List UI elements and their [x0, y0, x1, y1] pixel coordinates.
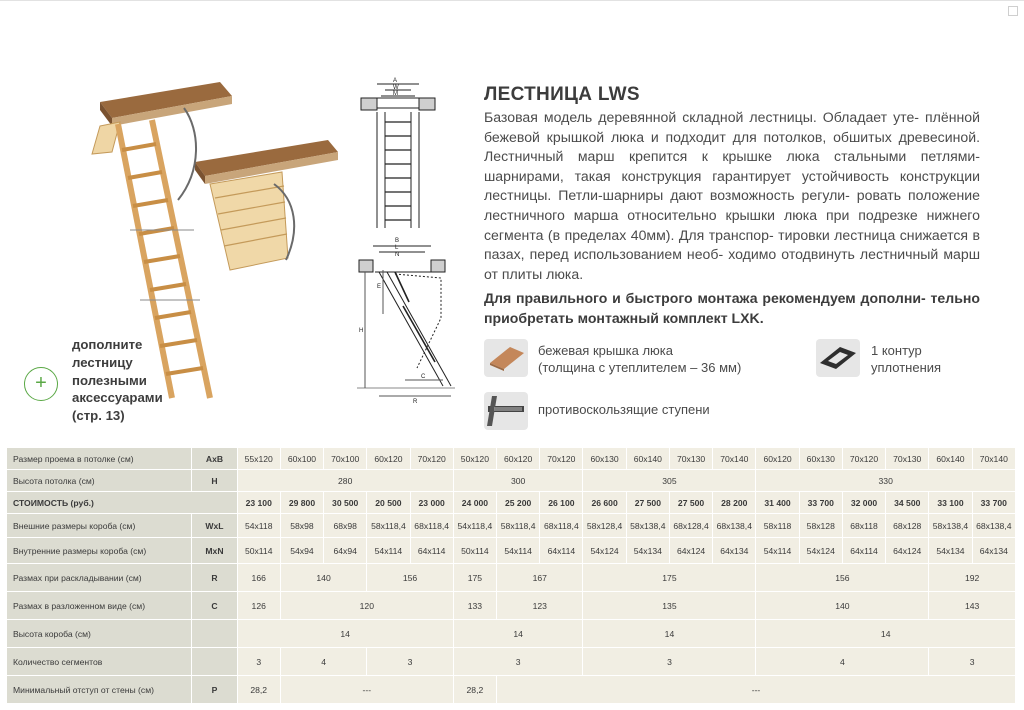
description-line: древесиной. Лестничный марш крепится к крышке люка стальными — [484, 128, 980, 165]
spec-cell: 60x140 — [929, 448, 972, 470]
price-cell: 26 100 — [540, 492, 583, 514]
specs-row-unfold-span — [7, 564, 1016, 592]
spec-cell: 28,2 — [237, 676, 280, 704]
spec-cell: 58x118 — [756, 514, 799, 538]
accessory-line: (стр. 13) — [72, 408, 125, 424]
spec-cell: 60x140 — [626, 448, 669, 470]
spec-cell: 300 — [453, 470, 583, 492]
spec-cell: 135 — [583, 592, 756, 620]
spec-cell: 140 — [756, 592, 929, 620]
dim-label-w: W — [393, 85, 399, 91]
price-cell: 31 400 — [756, 492, 799, 514]
dim-label-b: B — [395, 238, 400, 244]
price-cell: 32 000 — [842, 492, 885, 514]
folded-side-drawing — [361, 84, 435, 228]
dim-label-c: C — [421, 374, 426, 380]
row-label: Количество сегментов — [7, 648, 192, 676]
spec-cell: 58x128,4 — [583, 514, 626, 538]
accessory-line: лестницу — [72, 354, 133, 370]
description-line: ровать положение лестничного марша относительно крышки люка — [484, 187, 980, 223]
spec-cell: 60x130 — [799, 448, 842, 470]
spec-cell: 54x124 — [583, 538, 626, 564]
spec-cell: 68x128 — [886, 514, 929, 538]
spec-cell: 50x114 — [453, 538, 496, 564]
product-description — [484, 108, 980, 284]
row-label: СТОИМОСТЬ (руб.) — [7, 492, 238, 514]
feature-line: 1 контур — [871, 343, 922, 358]
spec-cell: 64x114 — [540, 538, 583, 564]
spec-cell: 64x124 — [669, 538, 712, 564]
mounting-recommendation — [484, 289, 980, 328]
plus-icon[interactable]: + — [24, 367, 58, 401]
spec-cell: 70x130 — [886, 448, 929, 470]
spec-cell: 70x120 — [410, 448, 453, 470]
price-cell: 33 100 — [929, 492, 972, 514]
spec-cell: 167 — [497, 564, 583, 592]
spec-cell: 28,2 — [453, 676, 496, 704]
row-label: Высота короба (см) — [7, 620, 192, 648]
spec-cell: 4 — [756, 648, 929, 676]
price-cell: 29 800 — [280, 492, 323, 514]
feature-lid-text — [538, 342, 798, 376]
spec-cell: 3 — [583, 648, 756, 676]
product-title: ЛЕСТНИЦА LWS — [484, 84, 640, 105]
specs-row-segments — [7, 648, 1016, 676]
price-cell: 24 000 — [453, 492, 496, 514]
specs-row-outer — [7, 514, 1016, 538]
spec-cell: 192 — [929, 564, 1016, 592]
spec-cell: 60x120 — [497, 448, 540, 470]
spec-cell: 70x120 — [842, 448, 885, 470]
spec-cell: 156 — [756, 564, 929, 592]
spec-cell: 68x128,4 — [669, 514, 712, 538]
dim-label-m: M — [393, 91, 398, 97]
spec-cell: 70x140 — [972, 448, 1015, 470]
spec-cell: 14 — [453, 620, 583, 648]
spec-cell: 14 — [583, 620, 756, 648]
spec-cell: 3 — [367, 648, 453, 676]
row-symbol: AxB — [192, 448, 237, 470]
dim-label-e: E — [377, 284, 382, 290]
spec-cell: 58x118,4 — [497, 514, 540, 538]
description-line: петлями-шарнирами, такая конструкция гарантирует устойчивость — [484, 148, 980, 184]
price-cell: 26 600 — [583, 492, 626, 514]
spec-cell: 3 — [929, 648, 1016, 676]
spec-cell: 68x98 — [324, 514, 367, 538]
spec-cell: 175 — [453, 564, 496, 592]
spec-cell: 50x114 — [237, 538, 280, 564]
accessory-hint[interactable] — [24, 336, 224, 424]
row-symbol — [192, 620, 237, 648]
specs-row-unfolded — [7, 592, 1016, 620]
spec-cell: 58x128 — [799, 514, 842, 538]
spec-cell: 64x114 — [842, 538, 885, 564]
spec-cell: 64x134 — [713, 538, 756, 564]
row-label: Внутренние размеры короба (см) — [7, 538, 192, 564]
feature-seal-text — [871, 342, 991, 376]
spec-cell: 54x124 — [799, 538, 842, 564]
price-cell: 23 000 — [410, 492, 453, 514]
spec-cell: 14 — [756, 620, 1016, 648]
spec-cell: 58x138,4 — [626, 514, 669, 538]
spec-cell: 175 — [583, 564, 756, 592]
specs-table — [6, 447, 1016, 704]
accessory-line: дополните — [72, 337, 143, 352]
spec-cell: --- — [280, 676, 453, 704]
accessory-text — [72, 336, 232, 425]
description-line: тировки лестница снижается в пазах, перед использованием необ- — [484, 226, 980, 263]
spec-cell: 60x120 — [367, 448, 410, 470]
spec-cell: 143 — [929, 592, 1016, 620]
spec-cell: 64x134 — [972, 538, 1015, 564]
price-cell: 30 500 — [324, 492, 367, 514]
dim-label-a: A — [393, 78, 398, 84]
row-symbol: MxN — [192, 538, 237, 564]
price-cell: 23 100 — [237, 492, 280, 514]
spec-cell: 4 — [280, 648, 366, 676]
price-cell: 34 500 — [886, 492, 929, 514]
specs-row-inner — [7, 538, 1016, 564]
price-cell: 27 500 — [669, 492, 712, 514]
feature-line: уплотнения — [871, 360, 942, 375]
row-symbol: R — [192, 564, 237, 592]
row-label: Размер проема в потолке (см) — [7, 448, 192, 470]
description-line: ходимо отодвинуть лестничный марш от плиты люка. — [484, 246, 981, 282]
spec-cell: 64x124 — [886, 538, 929, 564]
spec-cell: 166 — [237, 564, 280, 592]
feature-line: (толщина с утеплителем – 36 мм) — [538, 360, 742, 375]
spec-cell: 54x134 — [929, 538, 972, 564]
row-label: Внешние размеры короба (см) — [7, 514, 192, 538]
price-cell: 27 500 — [626, 492, 669, 514]
price-cell: 25 200 — [497, 492, 540, 514]
seal-contour-icon — [816, 339, 860, 377]
description-line: Базовая модель деревянной складной лестницы. Обладает уте- — [484, 109, 919, 125]
feature-line: бежевая крышка люка — [538, 343, 673, 358]
spec-cell: 68x118,4 — [540, 514, 583, 538]
dim-label-r: R — [413, 399, 418, 405]
spec-cell: 68x118 — [842, 514, 885, 538]
spec-cell: 54x114 — [756, 538, 799, 564]
spec-cell: 54x118 — [237, 514, 280, 538]
spec-cell: 60x130 — [583, 448, 626, 470]
spec-cell: 68x118,4 — [410, 514, 453, 538]
spec-cell: 60x100 — [280, 448, 323, 470]
spec-cell: 54x114 — [497, 538, 540, 564]
price-cell: 33 700 — [799, 492, 842, 514]
spec-cell: --- — [497, 676, 1016, 704]
spec-cell: 55x120 — [237, 448, 280, 470]
specs-row-price — [7, 492, 1016, 514]
dim-label-n: N — [395, 252, 400, 258]
price-cell: 33 700 — [972, 492, 1015, 514]
accessory-line: аксессуарами — [72, 390, 163, 406]
spec-cell: 54x114 — [367, 538, 410, 564]
spec-cell: 70x140 — [713, 448, 756, 470]
spec-cell: 50x120 — [453, 448, 496, 470]
specs-row-wall-offset — [7, 676, 1016, 704]
dim-label-l: L — [395, 245, 399, 251]
spec-cell: 280 — [237, 470, 453, 492]
row-symbol: H — [192, 470, 237, 492]
spec-cell: 305 — [583, 470, 756, 492]
spec-cell: 70x120 — [540, 448, 583, 470]
spec-cell: 70x130 — [669, 448, 712, 470]
spec-cell: 64x94 — [324, 538, 367, 564]
row-symbol: C — [192, 592, 237, 620]
spec-cell: 60x120 — [756, 448, 799, 470]
dim-label-h: H — [359, 328, 364, 334]
specs-row-box-height — [7, 620, 1016, 648]
row-label: Размах в разложенном виде (см) — [7, 592, 192, 620]
description-line: плённой бежевой крышкой люка и подходит для потолков, обшитых — [484, 109, 980, 145]
spec-cell: 3 — [237, 648, 280, 676]
row-label: Размах при раскладывании (см) — [7, 564, 192, 592]
row-symbol: P — [192, 676, 237, 704]
spec-cell: 54x94 — [280, 538, 323, 564]
row-label: Высота потолка (см) — [7, 470, 192, 492]
spec-cell: 54x118,4 — [453, 514, 496, 538]
row-symbol: WxL — [192, 514, 237, 538]
price-cell: 20 500 — [367, 492, 410, 514]
price-cell: 28 200 — [713, 492, 756, 514]
top-divider — [0, 0, 1024, 1]
spec-cell: 140 — [280, 564, 366, 592]
spec-cell: 123 — [497, 592, 583, 620]
spec-cell: 156 — [367, 564, 453, 592]
spec-cell: 133 — [453, 592, 496, 620]
folded-ladder-image — [195, 140, 338, 270]
spec-cell: 64x114 — [410, 538, 453, 564]
specs-row-height — [7, 470, 1016, 492]
spec-cell: 14 — [237, 620, 453, 648]
beige-lid-icon — [484, 339, 528, 377]
spec-cell: 68x138,4 — [972, 514, 1015, 538]
spec-cell: 58x138,4 — [929, 514, 972, 538]
anti-slip-steps-icon — [484, 392, 528, 430]
feature-steps-text: противоскользящие ступени — [538, 402, 710, 417]
spec-cell: 58x98 — [280, 514, 323, 538]
unfolded-side-drawing — [357, 246, 455, 396]
recommendation-line: тельно приобретать монтажный комплект LXK. — [484, 290, 981, 326]
spec-cell: 3 — [453, 648, 583, 676]
spec-cell: 330 — [756, 470, 1016, 492]
corner-marker — [1008, 6, 1018, 16]
description-line: конструкции лестницы. Петли-шарниры дают возможность регули- — [484, 167, 980, 204]
spec-cell: 120 — [280, 592, 453, 620]
description-line: при подрезке нижнего сегмента (в пределах 40мм). Для транспор- — [484, 206, 980, 243]
spec-cell: 68x138,4 — [713, 514, 756, 538]
spec-cell: 70x100 — [324, 448, 367, 470]
ladder-technical-drawing — [355, 70, 460, 405]
row-label: Минимальный отступ от стены (см) — [7, 676, 192, 704]
recommendation-line: Для правильного и быстрого монтажа рекомендуем дополни- — [484, 290, 926, 306]
spec-cell: 58x118,4 — [367, 514, 410, 538]
spec-cell: 126 — [237, 592, 280, 620]
specs-row-opening — [7, 448, 1016, 470]
accessory-line: полезными — [72, 372, 147, 388]
spec-cell: 54x134 — [626, 538, 669, 564]
row-symbol — [192, 648, 237, 676]
